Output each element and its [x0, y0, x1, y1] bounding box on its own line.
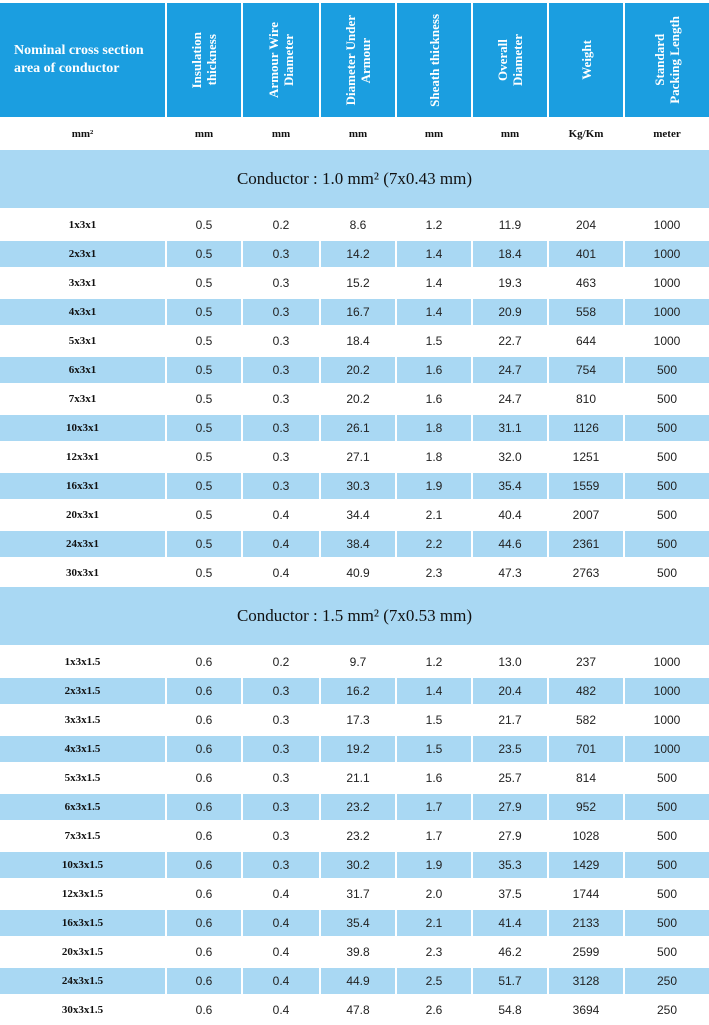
table-cell: 0.4	[272, 945, 290, 959]
table-cell: 0.6	[167, 678, 241, 704]
table-cell: 54.8	[498, 1003, 522, 1017]
table-cell: 3128	[549, 968, 623, 994]
table-cell: 0.5	[167, 357, 241, 383]
table-cell: 1.9	[397, 852, 471, 878]
table-cell: 0.6	[195, 945, 213, 959]
table-cell: 0.6	[167, 794, 241, 820]
table-cell: 46.2	[498, 945, 522, 959]
table-cell: 1.6	[425, 771, 443, 785]
cable-size-cell: 4x3x1.5	[0, 736, 165, 762]
cable-size-cell: 12x3x1	[66, 451, 99, 463]
table-cell: 35.3	[473, 852, 547, 878]
table-cell: 23.2	[346, 829, 370, 843]
table-cell: 8.6	[349, 218, 367, 232]
unit-cell: mm²	[71, 128, 94, 140]
table-row	[0, 356, 709, 385]
header-cell-nominal-cross-section	[0, 3, 165, 117]
table-cell: 1.4	[397, 241, 471, 267]
table-cell: 0.3	[272, 276, 290, 290]
header-label: Weight	[578, 40, 594, 80]
table-cell: 27.1	[346, 450, 370, 464]
table-cell: 500	[656, 566, 678, 580]
table-cell: 0.3	[243, 241, 319, 267]
table-cell: 47.8	[346, 1003, 370, 1017]
cable-size-cell: 1x3x1	[68, 219, 97, 231]
table-cell: 0.5	[167, 531, 241, 557]
table-cell: 0.5	[195, 566, 213, 580]
table-row	[0, 967, 709, 996]
table-cell: 21.7	[498, 713, 522, 727]
table-cell: 27.9	[473, 794, 547, 820]
table-cell: 0.5	[195, 450, 213, 464]
table-row	[0, 211, 709, 240]
section-title: Conductor : 1.0 mm² (7x0.43 mm)	[0, 150, 709, 208]
table-cell: 38.4	[321, 531, 395, 557]
table-cell: 0.3	[272, 334, 290, 348]
table-cell: 0.6	[167, 968, 241, 994]
table-cell: 1429	[549, 852, 623, 878]
unit-cell: meter	[653, 128, 681, 140]
table-cell: 24.7	[473, 357, 547, 383]
table-cell: 51.7	[473, 968, 547, 994]
table-cell: 35.4	[473, 473, 547, 499]
table-cell: 2.2	[397, 531, 471, 557]
header-label: Sheath thickness	[426, 13, 442, 107]
header-cell-standard-packing-length	[625, 3, 709, 117]
table-cell: 500	[656, 450, 678, 464]
table-cell: 1.8	[425, 450, 443, 464]
header-cell-diameter-under-armour	[321, 3, 395, 117]
table-row	[0, 735, 709, 764]
table-cell: 0.5	[195, 508, 213, 522]
cable-size-cell: 4x3x1	[0, 299, 165, 325]
table-cell: 24.7	[498, 392, 522, 406]
table-cell: 0.3	[272, 392, 290, 406]
cable-size-cell: 20x3x1	[66, 509, 99, 521]
table-cell: 0.3	[272, 771, 290, 785]
table-cell: 0.2	[272, 218, 290, 232]
table-row	[0, 240, 709, 269]
table-cell: 16.2	[321, 678, 395, 704]
table-row	[0, 501, 709, 530]
table-cell: 22.7	[498, 334, 522, 348]
table-row	[0, 851, 709, 880]
table-cell: 37.5	[498, 887, 522, 901]
table-cell: 1028	[572, 829, 600, 843]
cable-size-cell: 10x3x1	[0, 415, 165, 441]
table-cell: 1000	[653, 713, 681, 727]
table-cell: 754	[549, 357, 623, 383]
table-cell: 0.6	[167, 736, 241, 762]
table-cell: 47.3	[498, 566, 522, 580]
table-row	[0, 706, 709, 735]
unit-cell: Kg/Km	[568, 128, 604, 140]
table-cell: 0.5	[195, 276, 213, 290]
table-cell: 0.4	[272, 887, 290, 901]
table-cell: 1.7	[397, 794, 471, 820]
cable-size-cell: 5x3x1.5	[64, 772, 101, 784]
table-cell: 1.2	[425, 218, 443, 232]
table-cell: 0.4	[272, 1003, 290, 1017]
table-cell: 0.4	[243, 531, 319, 557]
table-cell: 0.6	[167, 852, 241, 878]
table-row	[0, 938, 709, 967]
table-cell: 2763	[572, 566, 600, 580]
table-row	[0, 764, 709, 793]
table-cell: 1000	[653, 334, 681, 348]
table-cell: 18.4	[346, 334, 370, 348]
table-cell: 41.4	[473, 910, 547, 936]
table-cell: 500	[625, 473, 709, 499]
header-cell-insulation-thickness	[167, 3, 241, 117]
header-cell-sheath-thickness	[397, 3, 471, 117]
header-label: Armour Wire Diameter	[266, 22, 296, 98]
cable-size-cell: 10x3x1.5	[0, 852, 165, 878]
table-cell: 30.3	[321, 473, 395, 499]
table-cell: 17.3	[346, 713, 370, 727]
table-cell: 0.3	[243, 415, 319, 441]
table-cell: 2133	[549, 910, 623, 936]
table-cell: 558	[549, 299, 623, 325]
table-row	[0, 327, 709, 356]
cable-size-cell: 7x3x1.5	[64, 830, 101, 842]
table-cell: 204	[575, 218, 597, 232]
table-cell: 0.3	[272, 713, 290, 727]
table-cell: 44.9	[321, 968, 395, 994]
header-label: Standard Packing Length	[652, 16, 682, 104]
table-cell: 0.3	[243, 299, 319, 325]
table-cell: 250	[656, 1003, 678, 1017]
table-cell: 2599	[572, 945, 600, 959]
table-cell: 463	[575, 276, 597, 290]
table-cell: 0.6	[195, 713, 213, 727]
table-cell: 500	[625, 794, 709, 820]
table-cell: 1.5	[425, 334, 443, 348]
table-row	[0, 996, 709, 1025]
table-cell: 0.5	[167, 473, 241, 499]
header-label: Diameter Under Armour	[343, 14, 373, 106]
table-cell: 0.3	[272, 829, 290, 843]
cable-size-cell: 16x3x1.5	[0, 910, 165, 936]
cable-size-cell: 30x3x1.5	[61, 1004, 104, 1016]
header-label: Nominal cross section area of conductor	[14, 43, 144, 76]
table-header-row	[0, 0, 709, 120]
table-cell: 1.6	[397, 357, 471, 383]
table-cell: 31.7	[346, 887, 370, 901]
table-cell: 500	[656, 508, 678, 522]
table-cell: 20.2	[346, 392, 370, 406]
table-cell: 0.3	[243, 794, 319, 820]
table-cell: 0.6	[195, 887, 213, 901]
table-cell: 34.4	[346, 508, 370, 522]
table-cell: 14.2	[321, 241, 395, 267]
table-cell: 0.6	[195, 1003, 213, 1017]
table-row	[0, 472, 709, 501]
table-cell: 1126	[549, 415, 623, 441]
table-cell: 401	[549, 241, 623, 267]
table-row	[0, 822, 709, 851]
table-cell: 2.1	[425, 508, 443, 522]
table-cell: 19.3	[498, 276, 522, 290]
header-cell-armour-wire-diameter	[243, 3, 319, 117]
table-row	[0, 793, 709, 822]
table-cell: 2.3	[425, 566, 443, 580]
cable-size-cell: 2x3x1.5	[0, 678, 165, 704]
table-cell: 0.3	[243, 852, 319, 878]
unit-cell: mm	[348, 128, 368, 140]
header-label: Insulation thickness	[189, 31, 219, 89]
table-cell: 1000	[653, 218, 681, 232]
table-cell: 30.2	[321, 852, 395, 878]
table-cell: 1.4	[425, 276, 443, 290]
table-cell: 0.2	[272, 655, 290, 669]
table-cell: 1000	[653, 276, 681, 290]
table-cell: 39.8	[346, 945, 370, 959]
table-row	[0, 880, 709, 909]
table-cell: 500	[656, 392, 678, 406]
cable-size-cell: 30x3x1	[66, 567, 99, 579]
table-cell: 500	[625, 531, 709, 557]
table-cell: 0.5	[167, 415, 241, 441]
table-row	[0, 559, 709, 588]
table-cell: 0.6	[195, 771, 213, 785]
table-cell: 11.9	[498, 218, 522, 232]
table-cell: 1744	[572, 887, 600, 901]
table-cell: 1.5	[397, 736, 471, 762]
table-cell: 1000	[625, 678, 709, 704]
cable-size-cell: 2x3x1	[0, 241, 165, 267]
cable-size-cell: 16x3x1	[0, 473, 165, 499]
table-cell: 2.1	[397, 910, 471, 936]
table-cell: 1000	[653, 655, 681, 669]
table-row	[0, 909, 709, 938]
table-cell: 582	[575, 713, 597, 727]
table-cell: 0.5	[195, 334, 213, 348]
table-cell: 2007	[572, 508, 600, 522]
table-cell: 18.4	[473, 241, 547, 267]
table-cell: 44.6	[473, 531, 547, 557]
table-cell: 500	[656, 829, 678, 843]
unit-cell: mm	[500, 128, 520, 140]
table-cell: 500	[625, 415, 709, 441]
table-cell: 0.3	[243, 736, 319, 762]
table-row	[0, 648, 709, 677]
cable-size-cell: 24x3x1.5	[0, 968, 165, 994]
cable-size-cell: 3x3x1	[68, 277, 97, 289]
table-cell: 1.4	[397, 678, 471, 704]
table-cell: 0.3	[243, 678, 319, 704]
table-cell: 0.3	[243, 357, 319, 383]
cable-size-cell: 3x3x1.5	[64, 714, 101, 726]
cable-size-cell: 5x3x1	[68, 335, 97, 347]
table-cell: 0.6	[195, 655, 213, 669]
cable-size-cell: 6x3x1.5	[0, 794, 165, 820]
table-cell: 0.4	[272, 508, 290, 522]
table-cell: 1559	[549, 473, 623, 499]
table-cell: 2.6	[425, 1003, 443, 1017]
table-cell: 500	[625, 910, 709, 936]
table-cell: 3694	[572, 1003, 600, 1017]
table-row	[0, 443, 709, 472]
table-cell: 21.1	[346, 771, 370, 785]
table-cell: 0.3	[243, 473, 319, 499]
unit-cell: mm	[271, 128, 291, 140]
table-cell: 20.2	[321, 357, 395, 383]
section-title: Conductor : 1.5 mm² (7x0.53 mm)	[0, 587, 709, 645]
header-cell-overall-diameter	[473, 3, 547, 117]
table-cell: 13.0	[498, 655, 522, 669]
table-cell: 40.4	[498, 508, 522, 522]
table-cell: 1000	[625, 241, 709, 267]
unit-cell: mm	[424, 128, 444, 140]
table-cell: 40.9	[346, 566, 370, 580]
table-row	[0, 269, 709, 298]
table-cell: 23.2	[321, 794, 395, 820]
cable-size-cell: 12x3x1.5	[61, 888, 104, 900]
table-cell: 0.4	[272, 566, 290, 580]
table-cell: 2.3	[425, 945, 443, 959]
table-row	[0, 530, 709, 559]
header-label: Overall Diameter	[495, 34, 525, 86]
table-cell: 810	[575, 392, 597, 406]
table-cell: 27.9	[498, 829, 522, 843]
unit-cell: mm	[194, 128, 214, 140]
table-row	[0, 677, 709, 706]
table-cell: 500	[656, 945, 678, 959]
table-cell: 19.2	[321, 736, 395, 762]
table-cell: 35.4	[321, 910, 395, 936]
table-cell: 32.0	[498, 450, 522, 464]
table-cell: 23.5	[473, 736, 547, 762]
table-row	[0, 385, 709, 414]
table-cell: 237	[575, 655, 597, 669]
table-cell: 31.1	[473, 415, 547, 441]
table-row	[0, 298, 709, 327]
table-cell: 1.5	[425, 713, 443, 727]
header-cell-weight	[549, 3, 623, 117]
table-cell: 500	[656, 771, 678, 785]
table-cell: 1.6	[425, 392, 443, 406]
table-cell: 20.4	[473, 678, 547, 704]
table-cell: 1.2	[425, 655, 443, 669]
table-cell: 1.4	[397, 299, 471, 325]
units-row	[0, 120, 709, 148]
table-cell: 25.7	[498, 771, 522, 785]
table-cell: 644	[575, 334, 597, 348]
table-cell: 0.5	[195, 218, 213, 232]
table-cell: 0.6	[195, 829, 213, 843]
table-cell: 16.7	[321, 299, 395, 325]
table-cell: 1251	[572, 450, 600, 464]
table-cell: 500	[625, 357, 709, 383]
table-cell: 2361	[549, 531, 623, 557]
table-cell: 0.5	[167, 241, 241, 267]
table-cell: 1000	[625, 299, 709, 325]
table-cell: 814	[575, 771, 597, 785]
table-cell: 500	[656, 887, 678, 901]
cable-size-cell: 7x3x1	[68, 393, 97, 405]
table-cell: 482	[549, 678, 623, 704]
cable-size-cell: 20x3x1.5	[61, 946, 104, 958]
table-cell: 701	[549, 736, 623, 762]
table-cell: 26.1	[321, 415, 395, 441]
table-cell: 1.9	[397, 473, 471, 499]
table-cell: 20.9	[473, 299, 547, 325]
table-cell: 1.7	[425, 829, 443, 843]
table-cell: 0.5	[167, 299, 241, 325]
table-cell: 952	[549, 794, 623, 820]
table-cell: 0.4	[243, 968, 319, 994]
table-cell: 2.0	[425, 887, 443, 901]
table-row	[0, 414, 709, 443]
cable-size-cell: 6x3x1	[0, 357, 165, 383]
table-cell: 9.7	[349, 655, 367, 669]
table-cell: 1000	[625, 736, 709, 762]
table-cell: 0.6	[167, 910, 241, 936]
cable-size-cell: 1x3x1.5	[64, 656, 101, 668]
table-cell: 0.3	[272, 450, 290, 464]
table-cell: 500	[625, 852, 709, 878]
table-cell: 2.5	[397, 968, 471, 994]
table-cell: 0.5	[195, 392, 213, 406]
table-cell: 15.2	[346, 276, 370, 290]
table-cell: 1.8	[397, 415, 471, 441]
table-cell: 250	[625, 968, 709, 994]
cable-size-cell: 24x3x1	[0, 531, 165, 557]
table-cell: 0.4	[243, 910, 319, 936]
